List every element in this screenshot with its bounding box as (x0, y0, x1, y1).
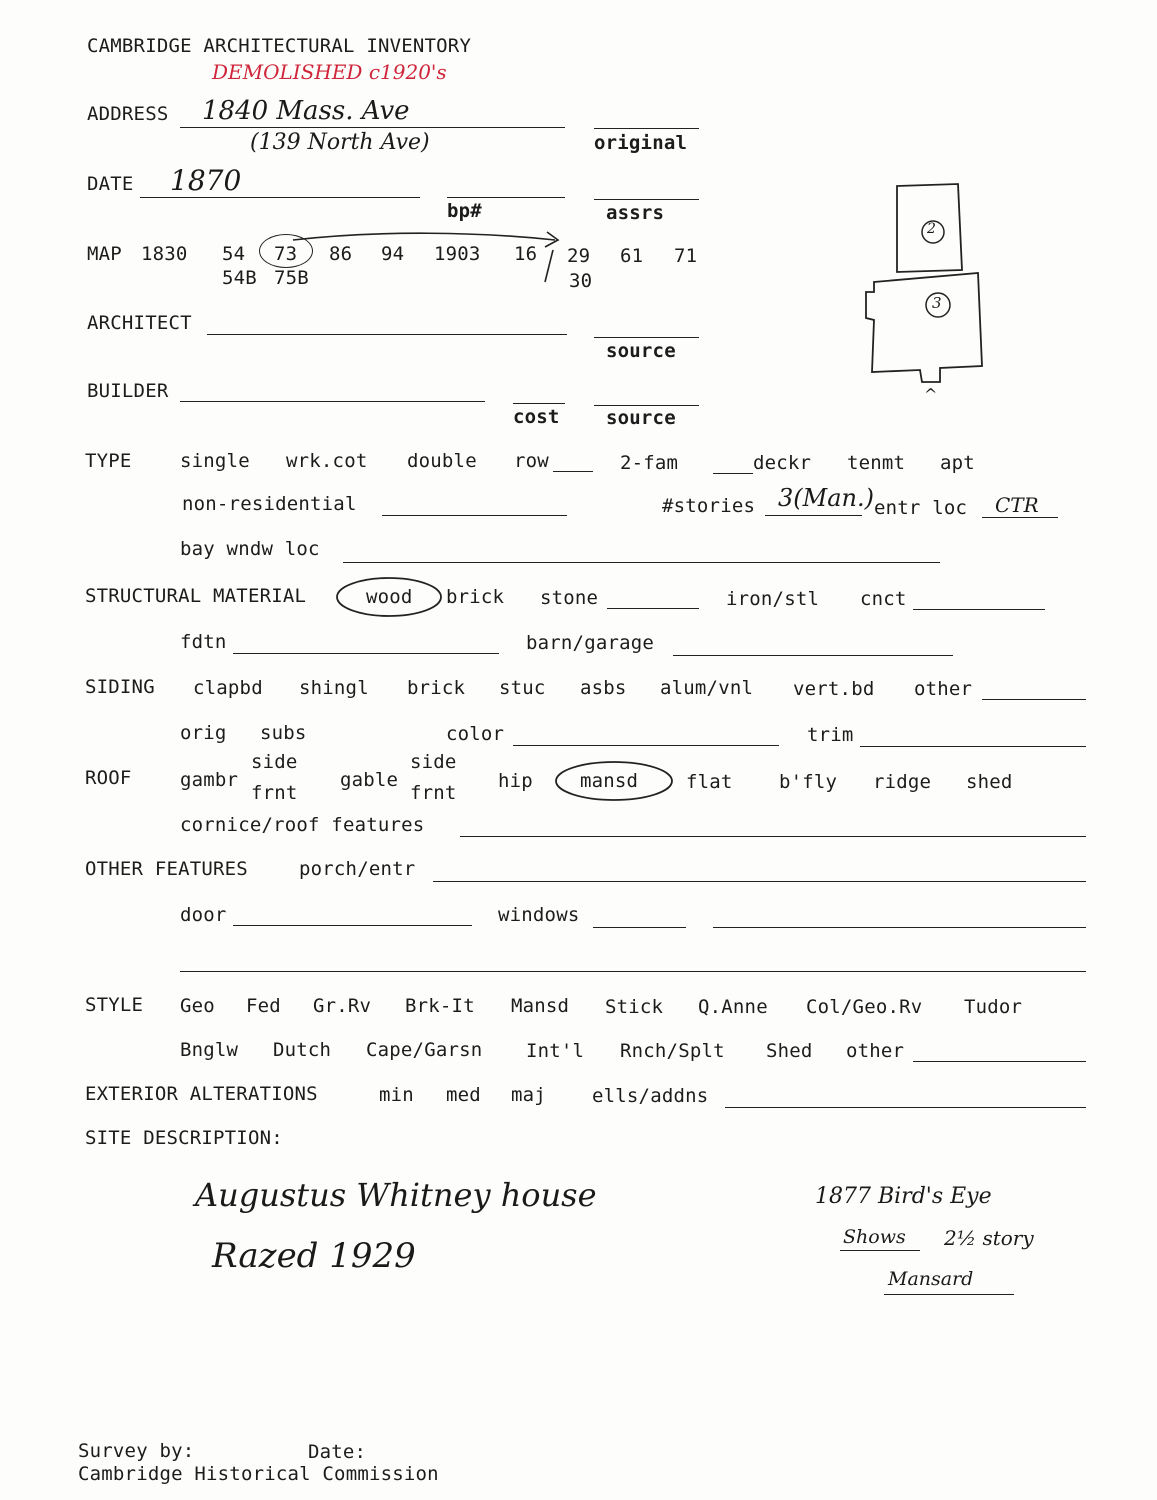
entr-loc-label: entr loc (874, 497, 968, 519)
builder-label: BUILDER (87, 380, 169, 402)
roof-option[interactable]: ridge (873, 771, 932, 793)
stories-value[interactable]: 3(Man.) (778, 484, 874, 512)
nonres-label: non-residential (182, 493, 357, 515)
style-option[interactable]: Cape/Garsn (366, 1039, 483, 1061)
siding-option[interactable]: alum/vnl (660, 677, 754, 699)
style-option[interactable]: Col/Geo.Rv (806, 996, 923, 1018)
windows-line-2 (713, 927, 1086, 928)
roof-option[interactable]: b'fly (779, 771, 838, 793)
date-label: DATE (87, 173, 134, 195)
structural-label: STRUCTURAL MATERIAL (85, 585, 307, 607)
style-option[interactable]: Bnglw (180, 1039, 239, 1061)
map-arrow-line (293, 233, 555, 240)
map-year: 71 (674, 245, 698, 267)
siding-orig[interactable]: orig (180, 722, 227, 744)
map-year: 94 (381, 243, 405, 265)
mansard-underline (884, 1294, 1014, 1295)
style-option[interactable]: Mansd (511, 995, 570, 1017)
map-year: 54 (222, 243, 246, 265)
row-blank (553, 471, 593, 472)
structural-option[interactable]: iron/stl (726, 588, 820, 610)
trim-label: trim (807, 724, 854, 746)
bay-window-line (343, 562, 940, 563)
style-option[interactable]: Q.Anne (698, 996, 768, 1018)
roof-side[interactable]: side (410, 751, 457, 773)
entr-loc-line (982, 517, 1058, 518)
cornice-line (460, 836, 1086, 837)
features-extra-line (180, 971, 1086, 972)
style-option[interactable]: Gr.Rv (313, 995, 372, 1017)
address-label: ADDRESS (87, 103, 169, 125)
bay-window-label: bay wndw loc (180, 538, 320, 560)
siding-other-line (982, 699, 1086, 700)
ells-line (725, 1107, 1086, 1108)
siding-option[interactable]: other (914, 678, 973, 700)
type-option[interactable]: apt (940, 452, 975, 474)
address-value[interactable]: 1840 Mass. Ave (202, 96, 410, 126)
style-option[interactable]: Tudor (964, 996, 1023, 1018)
style-other-line (913, 1061, 1086, 1062)
map-year: 75B (274, 267, 309, 289)
style-option[interactable]: Brk-It (405, 995, 475, 1017)
map-year: 54B (222, 267, 257, 289)
side-note-mansard: Mansard (888, 1268, 974, 1290)
type-label: TYPE (85, 450, 132, 472)
architect-label: ARCHITECT (87, 312, 192, 334)
map-slash (545, 250, 553, 282)
survey-by-label: Survey by: (78, 1440, 195, 1462)
barn-line (673, 655, 953, 656)
map-year: 16 (514, 243, 538, 265)
form-title: CAMBRIDGE ARCHITECTURAL INVENTORY (87, 35, 472, 57)
stories-line (765, 515, 862, 516)
roof-option[interactable]: shed (966, 771, 1013, 793)
address-alt-value: (139 North Ave) (250, 130, 430, 155)
roof-side[interactable]: side (251, 751, 298, 773)
main-block-outline (866, 273, 982, 382)
roof-frnt[interactable]: frnt (410, 782, 457, 804)
roof-option[interactable]: gable (340, 769, 399, 791)
siding-option[interactable]: brick (407, 677, 466, 699)
siding-option[interactable]: stuc (499, 677, 546, 699)
structural-option[interactable]: brick (446, 586, 505, 608)
windows-label: windows (498, 904, 580, 926)
map-year: 86 (329, 243, 353, 265)
site-note-razed: Razed 1929 (212, 1236, 416, 1276)
builder-source-label: source (606, 407, 676, 429)
porch-label: porch/entr (299, 858, 416, 880)
color-label: color (446, 723, 505, 745)
door-line (233, 925, 472, 926)
architect-source-label: source (606, 340, 676, 362)
type-option[interactable]: double (407, 450, 477, 472)
siding-option[interactable]: shingl (299, 677, 369, 699)
map-year: 29 (567, 245, 591, 267)
side-note-story: 2½ story (944, 1226, 1034, 1250)
fdtn-line (233, 653, 499, 654)
type-option[interactable]: 2-fam (620, 452, 679, 474)
barn-label: barn/garage (526, 632, 655, 654)
sketch-label-2: 2 (927, 221, 936, 237)
stories-label: #stories (662, 495, 756, 517)
color-line (513, 745, 779, 746)
style-option[interactable]: Fed (246, 995, 281, 1017)
map-year: 30 (569, 270, 593, 292)
porch-line (433, 881, 1086, 882)
sketch-north-arrow: ^ (924, 385, 938, 404)
type-option[interactable]: single (180, 450, 250, 472)
style-option[interactable]: other (846, 1040, 905, 1062)
roof-option[interactable]: gambr (180, 769, 239, 791)
door-label: door (180, 904, 227, 926)
style-option[interactable]: Int'l (526, 1040, 585, 1062)
map-year: 1830 (141, 243, 188, 265)
siding-option[interactable]: clapbd (193, 677, 263, 699)
structural-option[interactable]: cnct (860, 588, 907, 610)
style-option[interactable]: Shed (766, 1040, 813, 1062)
shows-underline (840, 1250, 920, 1251)
siding-subs[interactable]: subs (260, 722, 307, 744)
style-option[interactable]: Dutch (273, 1039, 332, 1061)
map-year: 1903 (434, 243, 481, 265)
style-label: STYLE (85, 994, 144, 1016)
cornice-label: cornice/roof features (180, 814, 425, 836)
map-year-circled: 73 (274, 243, 298, 265)
date-footer-label: Date: (308, 1441, 367, 1463)
style-option[interactable]: Geo (180, 995, 215, 1017)
stone-line (607, 608, 699, 609)
trim-line (860, 746, 1086, 747)
other-features-label: OTHER FEATURES (85, 858, 248, 880)
nonres-line (382, 515, 567, 516)
siding-label: SIDING (85, 676, 155, 698)
date-value[interactable]: 1870 (170, 164, 242, 197)
type-option[interactable]: wrk.cot (286, 450, 368, 472)
roof-option-selected[interactable]: mansd (580, 770, 639, 792)
demolished-note: DEMOLISHED c1920's (212, 60, 447, 84)
cnct-line (913, 609, 1045, 610)
type-option[interactable]: deckr (753, 452, 812, 474)
side-note-birds-eye: 1877 Bird's Eye (815, 1184, 992, 1209)
original-label: original (594, 132, 688, 154)
exterior-option[interactable]: med (446, 1084, 481, 1106)
map-year: 61 (620, 245, 644, 267)
structural-option-selected[interactable]: wood (366, 586, 413, 608)
exterior-option[interactable]: maj (511, 1084, 546, 1106)
sketch-label-3: 3 (932, 294, 942, 312)
deckr-blank (713, 473, 753, 474)
bp-label: bp# (447, 200, 482, 222)
side-note-shows: Shows (843, 1226, 906, 1248)
ells-label: ells/addns (592, 1085, 709, 1107)
site-note-house: Augustus Whitney house (195, 1176, 597, 1214)
organization-name: Cambridge Historical Commission (78, 1463, 439, 1485)
exterior-label: EXTERIOR ALTERATIONS (85, 1083, 318, 1105)
style-option[interactable]: Stick (605, 996, 664, 1018)
fdtn-label: fdtn (180, 631, 227, 653)
roof-option[interactable]: flat (686, 771, 733, 793)
roof-option[interactable]: hip (498, 770, 533, 792)
assrs-label: assrs (606, 202, 665, 224)
windows-line (593, 927, 686, 928)
roof-label: ROOF (85, 767, 132, 789)
siding-option[interactable]: asbs (580, 677, 627, 699)
roof-frnt[interactable]: frnt (251, 782, 298, 804)
siding-option[interactable]: vert.bd (793, 678, 875, 700)
site-description-label: SITE DESCRIPTION: (85, 1127, 283, 1149)
type-option[interactable]: tenmt (847, 452, 906, 474)
structural-option[interactable]: stone (540, 587, 599, 609)
exterior-option[interactable]: min (379, 1084, 414, 1106)
map-label: MAP (87, 243, 122, 265)
entr-loc-value[interactable]: CTR (995, 493, 1039, 517)
type-option[interactable]: row (514, 450, 549, 472)
style-option[interactable]: Rnch/Splt (620, 1040, 725, 1062)
cost-label: cost (513, 406, 560, 428)
